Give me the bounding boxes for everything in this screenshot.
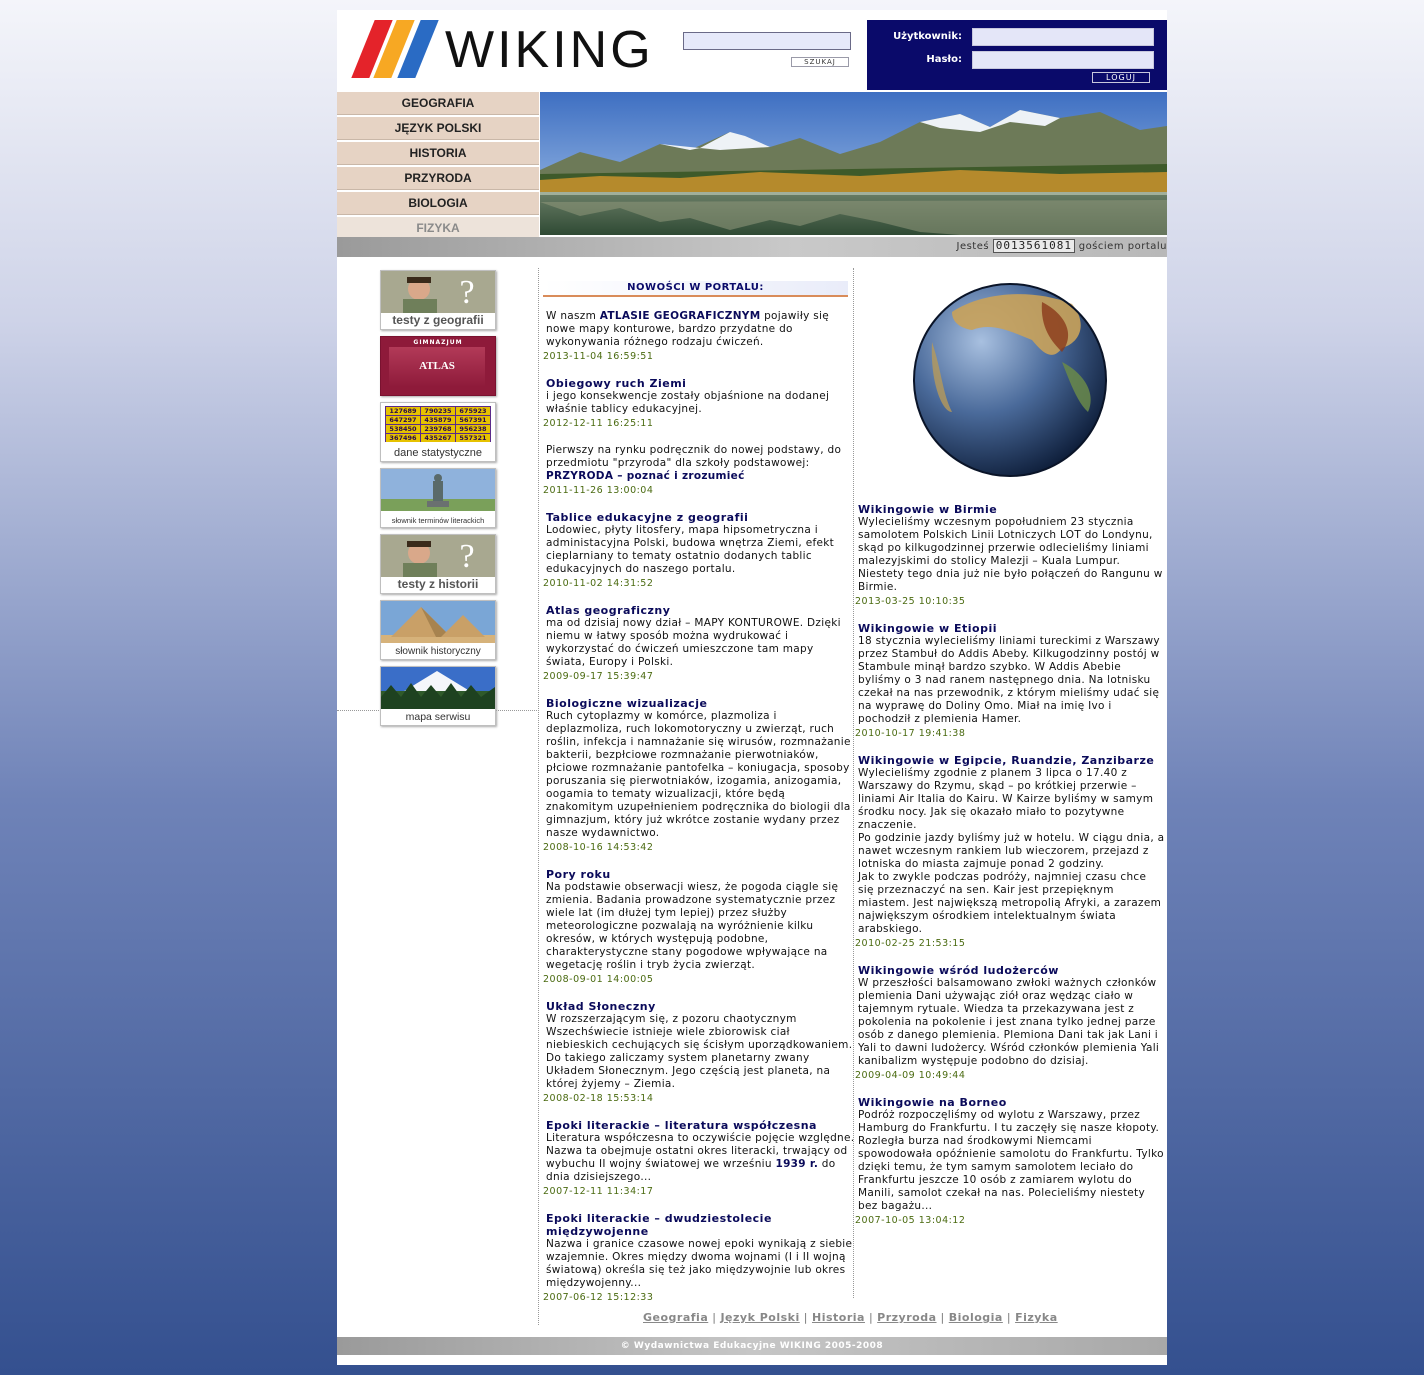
login-button[interactable]: LOGUJ	[1092, 72, 1150, 83]
news-date: 2013-11-04 16:59:51	[543, 351, 654, 362]
password-label: Hasło:	[926, 54, 962, 65]
news-item[interactable]: Pierwszy na rynku podręcznik do nowej podstawy, do przedmiotu "przyroda" dla szkoły podstawowej: PRZYRODA – poznać i zrozumieć 2011-11-26 13:00:04	[543, 444, 855, 497]
story-title[interactable]: Wikingowie w Birmie	[858, 503, 998, 516]
footer-link-fizyka[interactable]: Fizyka	[1015, 1311, 1058, 1324]
nav-item-przyroda[interactable]: PRZYRODA	[337, 167, 539, 190]
travel-stories	[855, 503, 1165, 1241]
news-item[interactable]	[543, 1212, 855, 1304]
footer-link-przyroda[interactable]: Przyroda	[877, 1311, 937, 1324]
pyramids-icon	[381, 601, 495, 643]
news-date: 2012-12-11 16:25:11	[543, 418, 654, 429]
news-title[interactable]: Epoki literackie – dwudziestolecie międzywojenne	[546, 1212, 772, 1238]
thumbnail-links	[380, 270, 496, 732]
nav-item-geografia[interactable]: GEOGRAFIA	[337, 92, 539, 115]
news-date: 2007-12-11 11:34:17	[543, 1186, 654, 1197]
news-body: Ruch cytoplazmy w komórce, plazmoliza i deplazmoliza, ruch lokomotoryczny u zwierząt, ruch roślin, infekcja i namnażanie się wirusów, rozmnażanie bakterii, bezpłciowe rozmnażanie pierwotniaków, płciowe rozmnażanie pantofelka – koniugacja, sposoby poruszania się pierwotniaków, izogamia, anizogamia, oogamia to tematy wizualizacji, które będą znakomitym uzupełnieniem podręcznika do biologii dla gimnazjum, który już wkrótce zostanie wydany przez nasze wydawnictwo.	[546, 710, 851, 839]
visitor-counter	[957, 237, 1168, 257]
thumb-atlas-sub: GIMNAZJUM	[413, 339, 463, 346]
story-body: 18 stycznia wylecieliśmy liniami tureckimi z Warszawy przez Stambuł do Addis Abeby. Kilkugodzinny postój w Stambule minął bardzo szybko. W Addis Abebie byliśmy o 3 nad ranem następnego dnia. Na lotnisku czekał na nas przewodnik, z którym mieliśmy udać się na wyprawę do Doliny Omo. Miał na imię Ivo i pochodził z plemienia Hamer.	[858, 635, 1160, 725]
svg-text:?: ?	[459, 538, 475, 575]
story-item[interactable]	[855, 503, 1165, 608]
story-item[interactable]	[855, 964, 1165, 1082]
news-date: 2008-09-01 14:00:05	[543, 974, 654, 985]
thumb-caption: testy z geografii	[392, 313, 484, 327]
visitor-counter-bar	[337, 237, 1167, 257]
story-body: W przeszłości balsamowano zwłoki ważnych członków plemienia Dani używając ziół oraz wędząc ciało w tajemnym rytuale. Wiedza ta przekazywana jest z pokolenia na pokolenie i jest znana tylko jednej parze osób z danego plemienia. Plemiona Dani tak jak Lani i Yali to dawni ludożercy. Wśród członków plemienia Yali kanibalizm występuje podobno do dzisiaj.	[858, 977, 1160, 1067]
counter-number: 0013561081	[993, 239, 1075, 253]
nav-item-jezyk-polski[interactable]: JĘZYK POLSKI	[337, 117, 539, 140]
stats-table-icon: 127689 790235 675923 647297 435879 567391 538450 239768 956238 367496 435267 557321	[385, 406, 491, 442]
thumb-testy-geografia[interactable]	[380, 270, 496, 330]
news-body: Lodowiec, płyty litosfery, mapa hipsometryczna i administacyjna Polski, budowa wnętrza Ziemi, efekt cieplarniany to tematy ostatnio dodanych tablic edukacyjnych do naszego portalu.	[546, 524, 835, 575]
news-title[interactable]: Atlas geograficzny	[546, 604, 671, 617]
news-heading: NOWOŚCI W PORTALU:	[543, 281, 848, 297]
logo-text: WIKING	[445, 21, 654, 79]
news-date: 2007-06-12 15:12:33	[543, 1292, 654, 1303]
story-date: 2013-03-25 10:10:35	[855, 596, 966, 607]
footer-link-jezyk-polski[interactable]: Język Polski	[720, 1311, 800, 1324]
subject-nav	[337, 92, 539, 242]
story-body: Podróż rozpoczęliśmy od wylotu z Warszawy, przez Hamburg do Frankfurtu. I tu zaczęły się nasze kłopoty. Rozległa burza nad środkowymi Niemcami spowodowała opóźnienie samolotu do Frankfurtu. Tylko dzięki temu, że tym samym samolotem leciało do Frankfurtu jeszcze 10 osób z zamiarem wylotu do Manili, samolot czekał na nas. Polecieliśmy niestety bez bagażu...	[858, 1109, 1164, 1212]
thumb-dane-statystyczne[interactable]	[380, 402, 496, 462]
footer-link-geografia[interactable]: Geografia	[643, 1311, 709, 1324]
footer-links: Geografia | Język Polski | Historia | Przyroda | Biologia | Fizyka	[643, 1311, 1058, 1324]
news-item[interactable]: Epoki literackie – literatura współczesna Literatura współczesna to oczywiście pojęcie względne. Nazwa ta obejmuje ostatni okres literacki, trwający od wybuchu II wojny światowej we wrześniu 1939 r. do dnia dzisiejszego... 2007-12-11 11:34:17	[543, 1119, 855, 1197]
news-title[interactable]: Pory roku	[546, 868, 611, 881]
story-date: 2010-02-25 21:53:15	[855, 938, 966, 949]
thumb-testy-historia[interactable]	[380, 534, 496, 594]
wiking-logo[interactable]	[351, 18, 654, 82]
footer-link-biologia[interactable]: Biologia	[948, 1311, 1003, 1324]
thumb-caption: słownik terminów literackich	[391, 516, 485, 525]
news-item[interactable]	[543, 697, 855, 854]
story-item[interactable]	[855, 1096, 1165, 1227]
counter-suffix: gościem portalu	[1078, 241, 1167, 252]
search-input[interactable]	[683, 32, 851, 50]
mountain-icon	[381, 667, 495, 709]
story-title[interactable]: Wikingowie w Etiopii	[858, 622, 997, 635]
news-body: Nazwa i granice czasowe nowej epoki wynikają z siebie wzajemnie. Okres między dwoma wojnami (I i II wojną światową) określa się też jako międzywojnie lub okres międzywojenny...	[546, 1238, 853, 1289]
password-field[interactable]	[972, 51, 1154, 69]
story-item[interactable]	[855, 622, 1165, 740]
thumb-caption: słownik historyczny	[395, 646, 481, 657]
news-item[interactable]	[543, 868, 855, 986]
atlas-book-icon: ATLAS	[389, 347, 485, 387]
username-field[interactable]	[972, 28, 1154, 46]
nav-item-biologia[interactable]: BIOLOGIA	[337, 192, 539, 215]
news-title[interactable]: Biologiczne wizualizacje	[546, 697, 708, 710]
thumb-slownik-historyczny[interactable]	[380, 600, 496, 660]
news-item[interactable]: W naszm ATLASIE GEOGRAFICZNYM pojawiły się nowe mapy konturowe, bardzo przydatne do wykonywania różnego rodzaju ćwiczeń. 2013-11-04 16:59:51	[543, 310, 855, 363]
column-divider-left	[538, 268, 539, 1325]
news-body: W rozszerzającym się, z pozoru chaotycznym Wszechświecie istnieje wiele zbiorowisk ciał niebieskich cechujących się ścisłym uporządkowaniem. Do takiego zaliczamy system planetarny zwany Układem Słonecznym. Jego częścią jest planeta, na której żyjemy – Ziemia.	[546, 1013, 853, 1090]
news-date: 2008-10-16 14:53:42	[543, 842, 654, 853]
page-container	[337, 10, 1167, 1365]
student-question-icon	[381, 535, 495, 577]
news-item[interactable]	[543, 1000, 855, 1105]
thumb-mapa-serwisu[interactable]	[380, 666, 496, 726]
story-date: 2010-10-17 19:41:38	[855, 728, 966, 739]
news-title[interactable]: Tablice edukacyjne z geografii	[546, 511, 749, 524]
story-body: Wylecieliśmy wczesnym popołudniem 23 stycznia samolotem Polskich Linii Lotniczych LOT do Londynu, skąd po kilkugodzinnej przerwie odlecieliśmy liniami malezyjskimi do stolicy Malezji – Kuala Lumpur. Niestety tego dnia już nie było połączeń do Rangunu w Birmie.	[858, 516, 1163, 593]
footer-link-historia[interactable]: Historia	[811, 1311, 865, 1324]
news-title[interactable]: Obiegowy ruch Ziemi	[546, 377, 687, 390]
news-list	[543, 310, 855, 1318]
story-body: Wylecieliśmy zgodnie z planem 3 lipca o 17.40 z Warszawy do Rzymu, skąd – po krótkiej przerwie –liniami Air Italia do Kairu. W Kairze byliśmy w samym środku nocy. Jak się okazało miało to pozytywne znaczenie. Po godzinie jazdy byliśmy już w hotelu. W ciągu dnia, a nawet wczesnym rankiem lub wieczorem, przejazd z lotniska do miasta zajmuje ponad 2 godziny. Jak to zwykle podczas podróży, najmniej czasu chce się przeznaczyć na sen. Kair jest przepięknym miastem. Jest największą metropolią Afryki, a zarazem największym ośrodkiem intelektualnym świata arabskiego.	[858, 767, 1165, 935]
news-item[interactable]	[543, 604, 855, 683]
news-item[interactable]	[543, 511, 855, 590]
globe-image	[912, 282, 1112, 482]
news-date: 2008-02-18 15:53:14	[543, 1093, 654, 1104]
news-date: 2009-09-17 15:39:47	[543, 671, 654, 682]
login-panel	[867, 20, 1167, 90]
story-item[interactable]	[855, 754, 1165, 950]
story-date: 2007-10-05 13:04:12	[855, 1215, 966, 1226]
news-item[interactable]	[543, 377, 855, 430]
news-title[interactable]: Układ Słoneczny	[546, 1000, 656, 1013]
svg-text:?: ?	[459, 274, 475, 311]
news-body: ma od dzisiaj nowy dział – MAPY KONTUROWE. Dzięki niemu w łatwy sposób można wydrukować i wykorzystać do ćwiczeń umieszczone tam mapy świata, Europy i Polski.	[546, 617, 841, 668]
thumb-atlas[interactable]	[380, 336, 496, 396]
thumb-slownik-literacki[interactable]	[380, 468, 496, 528]
search-button[interactable]: SZUKAJ	[791, 57, 849, 67]
thumb-caption: testy z historii	[397, 577, 479, 591]
monument-icon	[381, 469, 495, 511]
news-date: 2011-11-26 13:00:04	[543, 485, 654, 496]
nav-item-fizyka[interactable]: FIZYKA	[337, 217, 539, 240]
copyright: © Wydawnictwa Edukacyjne WIKING 2005-2008	[337, 1337, 1167, 1355]
thumb-caption: mapa serwisu	[405, 711, 471, 723]
student-question-icon	[381, 271, 495, 313]
banner-image	[540, 92, 1167, 235]
thumb-caption: dane statystyczne	[393, 447, 483, 459]
news-body: Na podstawie obserwacji wiesz, że pogoda ciągle się zmienia. Badania prowadzone systematycznie przez wiele lat (im dłużej tym lepiej) przez służby meteorologiczne pozwalają na wyróżnienie kilku okresów, w których występują podobne, charakterystyczne stany pogodowe wpływające na wegetację roślin i tryb życia zwierząt.	[546, 881, 839, 971]
story-title[interactable]: Wikingowie wśród ludożerców	[858, 964, 1059, 977]
story-title[interactable]: Wikingowie na Borneo	[858, 1096, 1007, 1109]
news-body: i jego konsekwencje zostały objaśnione na dodanej właśnie tablicy edukacyjnej.	[546, 390, 830, 415]
counter-prefix: Jesteś	[956, 241, 990, 252]
story-title[interactable]: Wikingowie w Egipcie, Ruandzie, Zanzibarze	[858, 754, 1155, 767]
news-title[interactable]: Epoki literackie – literatura współczesna	[546, 1119, 817, 1132]
story-date: 2009-04-09 10:49:44	[855, 1070, 966, 1081]
username-label: Użytkownik:	[893, 31, 962, 42]
nav-item-historia[interactable]: HISTORIA	[337, 142, 539, 165]
news-date: 2010-11-02 14:31:52	[543, 578, 654, 589]
